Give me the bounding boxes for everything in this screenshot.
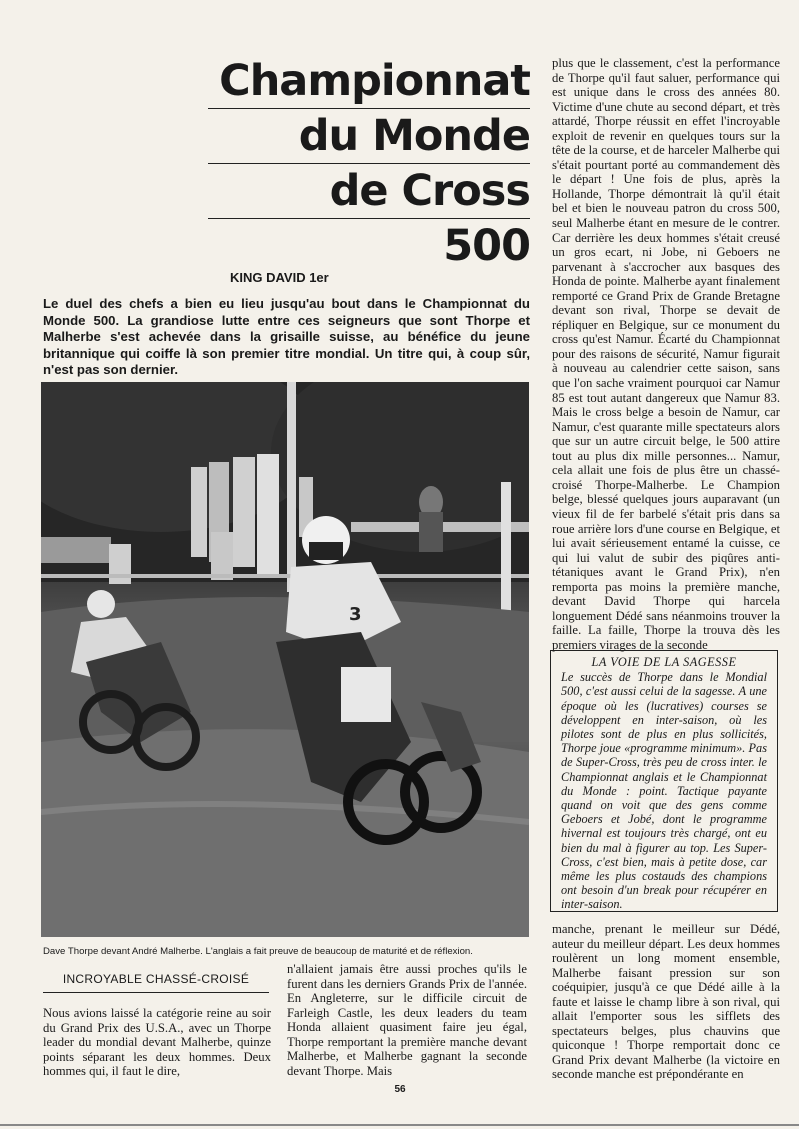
photo-caption: Dave Thorpe devant André Malherbe. L'anglais a fait preuve de beaucoup de maturité et de réflexion. <box>43 946 473 957</box>
article-lead: Le duel des chefs a bien eu lieu jusqu'au bout dans le Championnat du Monde 500. La grandiose lutte entre ces seigneurs que sont Thorpe et Malherbe s'est achevée dans la grisaille suisse, au bénéfice du jeune britannique qui coiffe là son premier titre mondial. Un titre qui, à coup sûr, n'est pas son dernier. <box>43 296 530 378</box>
title-line-1: Championnat <box>208 54 530 109</box>
page-number: 56 <box>394 1084 406 1095</box>
race-photo <box>41 382 529 937</box>
body-column-4 <box>552 922 780 1082</box>
body-paragraph: plus que le classement, c'est la performance de Thorpe qu'il faut saluer, performance qui est unique dans le cross des années 80. Victime d'une chute au second départ, et très attardé, Thorpe réussit en effet l'incroyable exploit de revenir en quelques tours sur la tête de la course, et de harceler Malherbe qui s'était pourtant porté au commandement dès le départ ! Une fois de plus, après la Hollande, Thorpe démontrait là qu'il était bel et bien le nouveau patron du cross 500, seul Malherbe étant en mesure de le contrer. Car derrière les deux hommes s'était creusé un gros ecart, ni Jobe, ni Geboers ne parvenant à s'accrocher aux basques des Honda de pointe. Malherbe ayant finalement remporté ce Grand Prix de Grande Bretagne devant son rival, Thorpe se devait de répliquer en Belgique, sur ce monument du cross qu'est Namur. Écarté du Championnat pour des raisons de sécurité, Namur figurait à nouveau au calendrier cette saison, sans que l'on sache vraiment pourquoi car Namur 85 est tout autant dangereux que Namur 83. Mais le cross belge a besoin de Namur, car Namur, c'est quarante mille spectateurs alors que sur un autre circuit belge, le 500 attire tout au plus dix mille personnes... Namur, cela allait une fois de plus être un chassé-croisé Thorpe-Malherbe. Le Champion belge, blessé quelques jours auparavant (un vieux fil de fer barbelé s'était pris dans sa roue arrière lors d'une course en Belgique, et lui avait sérieusement entamé la cuisse, ce qui lui valut de subir des piqûres anti-tétaniques avant le Grand Prix), n'en remporta pas moins la première manche, devant David Thorpe qui harcela longuement Dédé sans néanmoins trouver la faille. La faille, Thorpe la trouva dès les premiers virages de la seconde <box>552 56 780 652</box>
body-column-3 <box>552 56 780 652</box>
rider-number: 3 <box>349 604 362 625</box>
title-line-3: de Cross <box>208 164 530 219</box>
body-column-2 <box>287 962 527 1078</box>
bottom-rule <box>0 1124 799 1126</box>
race-photo-illustration <box>41 382 529 937</box>
sidebar-box <box>550 650 778 912</box>
sidebar-body: Le succès de Thorpe dans le Mondial 500, c'est aussi celui de la sagesse. A une époque où les (lucratives) courses se développent en inter-saison, où les pilotes sont de plus en plus sollicités, Thorpe joue «programme minimum». Pas de Super-Cross, très peu de cross inter. le Championnat anglais et le Championnat du Monde : point. Tactique payante quand on voit que des gens comme Geboers et Jobé, dont le programme hivernal est toujours très chargé, ont eu bien du mal à figurer au top. Les Super-Cross, c'est bien, mais à petite dose, car même les plus costauds des champions ont besoin d'un break pour récupérer en inter-saison. <box>561 670 767 912</box>
article-title <box>208 54 530 273</box>
body-paragraph: manche, prenant le meilleur sur Dédé, auteur du meilleur départ. Les deux hommes roulèrent un long moment ensemble, Malherbe faisant pression sur son coéquipier, jusqu'à ce que Dédé aille à la faute et laisse le champ libre à son rival, qui allait l'emporter sous les sifflets des spectateurs belges, plus chauvins que quiconque ! Thorpe remportait donc ce Grand Prix devant Malherbe (la victoire en seconde manche est prépondérante en <box>552 922 780 1082</box>
title-line-2: du Monde <box>208 109 530 164</box>
body-column-1 <box>43 1006 271 1079</box>
body-paragraph: Nous avions laissé la catégorie reine au soir du Grand Prix des U.S.A., avec un Thorpe leader du mondial devant Malherbe, quinze points séparant les deux hommes. Deux hommes qui, il faut le dire, <box>43 1006 271 1079</box>
title-line-4: 500 <box>443 221 530 271</box>
section-heading: INCROYABLE CHASSÉ-CROISÉ <box>43 972 269 993</box>
sidebar-title: LA VOIE DE LA SAGESSE <box>591 655 737 669</box>
article-kicker: KING DAVID 1er <box>230 270 329 285</box>
body-paragraph: n'allaient jamais être aussi proches qu'ils le furent dans les derniers Grands Prix de l'année. En Angleterre, sur le difficile circuit de Farleigh Castle, les deux leaders du team Honda allaient quasiment faire jeu égal, Thorpe remportant la première manche devant Malherbe, et Malherbe gagnant la seconde devant Thorpe. Mais <box>287 962 527 1078</box>
